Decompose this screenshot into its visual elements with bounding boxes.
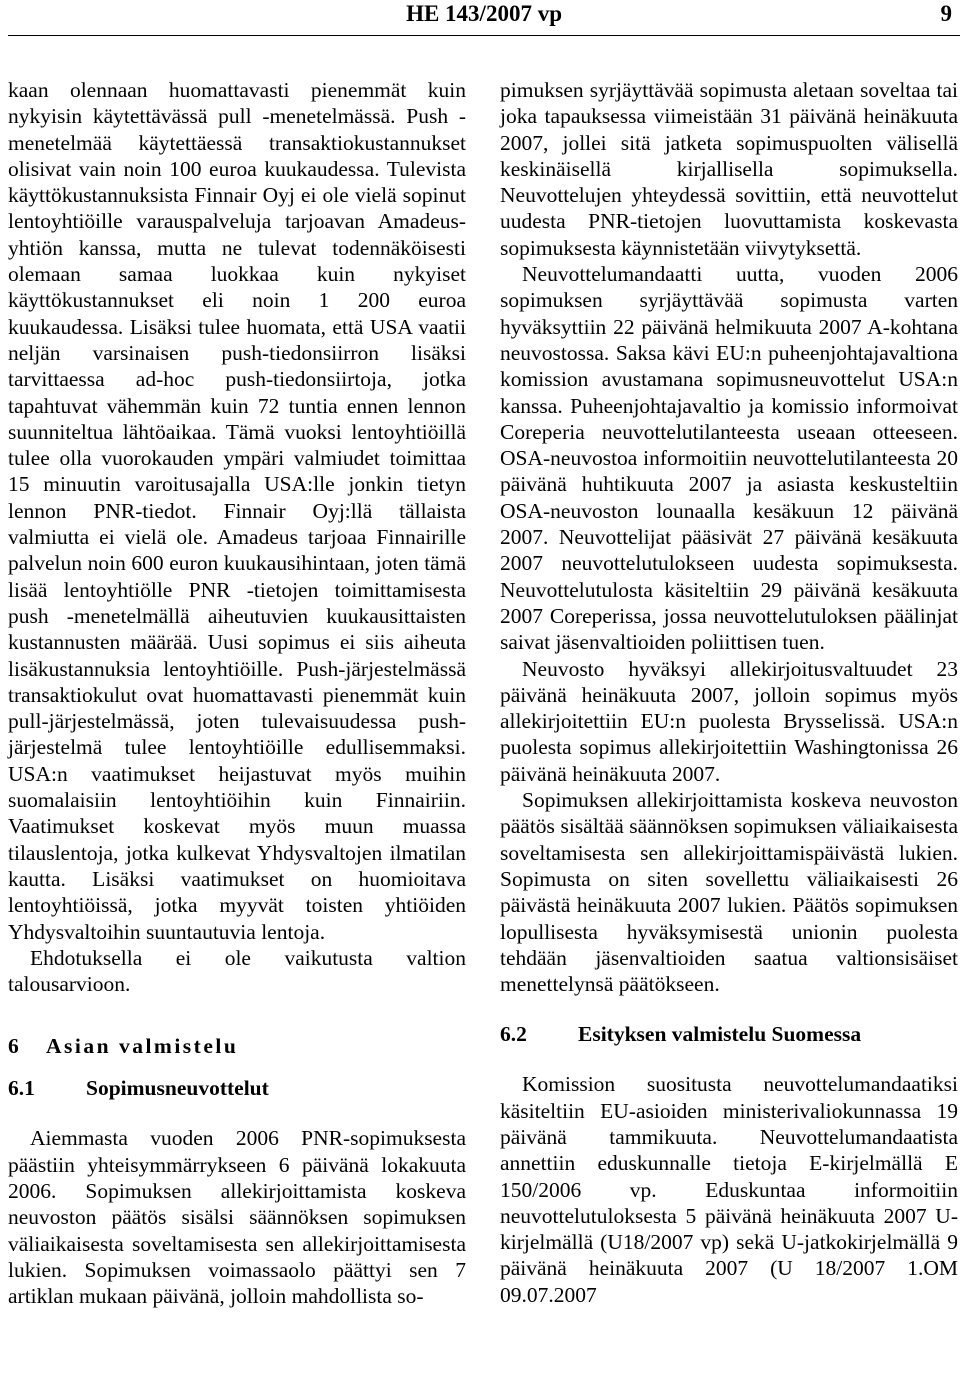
left-column bbox=[8, 77, 466, 1309]
page-header bbox=[0, 0, 960, 40]
paragraph: Sopimuksen allekirjoittamista koskeva neuvoston päätös sisältää säännöksen sopimuksen väliaikaisesta soveltamisesta sen allekirjoittamispäivästä lukien. Sopimusta on siten sovellettu väliaikaisesti 26 päivästä heinäkuuta 2007 lukien. Päätös sopimuksen lopullisesta hyväksymisestä unionin puolesta tehdään jäsenvaltioiden saatua valtionsisäiset menettelynsä päätökseen. bbox=[500, 788, 958, 997]
right-column bbox=[500, 77, 958, 1308]
page-number: 9 bbox=[940, 1, 952, 26]
paragraph: Aiemmasta vuoden 2006 PNR-sopimuksesta päästiin yhteisymmärrykseen 6 päivänä lokakuuta 2006. Sopimuksen allekirjoittamista koskeva neuvoston päätös sisälsi säännöksen sopimuksen väliaikaisesta soveltamisesta sen allekirjoittamisesta lukien. Sopimuksen voimassaolo päättyi sen 7 artiklan mukaan päivänä, jolloin mahdollista so- bbox=[8, 1126, 466, 1309]
subsection-heading bbox=[8, 1075, 466, 1101]
subsection-heading bbox=[500, 1021, 958, 1047]
paragraph: Neuvosto hyväksyi allekirjoitusvaltuudet 23 päivänä heinäkuuta 2007, jolloin sopimus myös allekirjoitettiin EU:n puolesta Brysselissä. USA:n puolesta sopimus allekirjoitettiin Washingtonissa 26 päivänä heinäkuuta 2007. bbox=[500, 656, 958, 786]
subsection-title: Esityksen valmistelu Suomessa bbox=[578, 1022, 862, 1047]
subsection-number: 6.2 bbox=[500, 1022, 527, 1047]
subsection-number: 6.1 bbox=[8, 1076, 35, 1101]
paragraph: Komission suositusta neuvottelumandaatiksi käsiteltiin EU-asioiden ministerivaliokunnassa 19 päivänä tammikuuta. Neuvottelumandaatista annettiin eduskunnalle tietoja E-kirjelmällä E 150/2006 vp. Eduskuntaa informoitiin neuvottelutuloksesta 5 päivänä heinäkuuta 2007 U-kirjelmällä (U18/2007 vp) sekä U-jatkokirjelmällä 9 päivänä heinäkuuta 2007 (U 18/2007 1.OM 09.07.2007 bbox=[500, 1072, 958, 1307]
subsection-title: Sopimusneuvottelut bbox=[86, 1076, 269, 1101]
section-title: Asian valmistelu bbox=[46, 1034, 239, 1059]
paragraph: Neuvottelumandaatti uutta, vuoden 2006 sopimuksen syrjäyttävää sopimusta varten hyväksyttiin 22 päivänä helmikuuta 2007 A-kohtana neuvostossa. Saksa kävi EU:n puheenjohtajavaltiona komission avustamana sopimusneuvottelut USA:n kanssa. Puheenjohtajavaltio ja komissio informoivat Coreperia neuvottelutilanteesta useaan otteeseen. OSA-neuvostoa informoitiin neuvottelutilanteesta 20 päivänä huhtikuuta 2007 ja asiasta keskusteltiin OSA-neuvoston lounaalla kesäkuun 12 päivänä 2007. Neuvottelijat pääsivät 27 päivänä kesäkuuta 2007 neuvottelutulokseen uudesta sopimuksesta. Neuvottelutulosta käsiteltiin 29 päivänä kesäkuuta 2007 Coreperissa, jossa neuvottelutuloksen päälinjat saivat jäsenvaltioiden poliittisen tuen. bbox=[500, 262, 958, 655]
document-id: HE 143/2007 vp bbox=[406, 1, 562, 26]
section-heading bbox=[8, 1033, 466, 1059]
paragraph: kaan olennaan huomattavasti pienemmät kuin nykyisin käytettävässä pull -menetelmässä. Push -menetelmää käytettäessä transaktiokustannukset olisivat vain noin 100 euroa kuukaudessa. Tulevista käyttökustannuksista Finnair Oyj ei ole vielä sopinut lentoyhtiöille varauspalveluja tarjoavan Amadeus-yhtiön kanssa, mutta ne tulevat todennäköisesti olemaan samaa luokkaa kuin nykyiset käyttökustannukset eli noin 1 200 euroa kuukaudessa. Lisäksi tulee huomata, että USA vaatii neljän varsinaisen push-tiedonsiirron lisäksi tarvittaessa ad-hoc push-tiedonsiirtoja, jotka tapahtuvat vähemmän kuin 72 tuntia ennen lennon suunniteltua lähtöaikaa. Tämä vuoksi lentoyhtiöillä tulee olla vuorokauden ympäri valmiudet toimittaa 15 minuutin varoitusajalla USA:lle jonkin tietyn lennon PNR-tiedot. Finnair Oyj:llä tällaista valmiutta ei vielä ole. Amadeus tarjoaa Finnairille palvelun noin 600 euron kuukausihintaan, joten tämä lisää lentoyhtiölle PNR -tietojen toimittamisesta push -menetelmällä aiheutuvien kuukausittaisten kustannusten määrää. Uusi sopimus ei siis aiheuta lisäkustannuksia lentoyhtiöille. Push-järjestelmässä transaktiokulut ovat huomattavasti pienemmät kuin pull-järjestelmässä, joten tulevaisuudessa push-järjestelmä tulee lentoyhtiöille edullisemmaksi. USA:n vaatimukset heijastuvat myös muihin suomalaisiin lentoyhtiöihin kuin Finnairiin. Vaatimukset koskevat myös muun muassa tilauslentoja, jotka kulkevat Yhdysvaltojen ilmatilan kautta. Lisäksi vaatimukset on huomioitava lentoyhtiöissä, jotka myyvät toisten yhtiöiden Yhdysvaltoihin suuntautuvia lentoja. bbox=[8, 78, 466, 944]
header-rule bbox=[8, 35, 960, 36]
paragraph: Ehdotuksella ei ole vaikutusta valtion talousarvioon. bbox=[8, 945, 466, 997]
section-number: 6 bbox=[8, 1034, 19, 1059]
paragraph: pimuksen syrjäyttävää sopimusta aletaan soveltaa tai joka tapauksessa viimeistään 31 päivänä heinäkuuta 2007, jollei sitä jatketa sopimuspuolten välisellä keskinäisellä kirjallisella sopimuksella. Neuvottelujen yhteydessä sovittiin, että neuvottelut uudesta PNR-tietojen luovuttamista koskevasta sopimuksesta käynnistetään viivytyksettä. bbox=[500, 78, 958, 260]
